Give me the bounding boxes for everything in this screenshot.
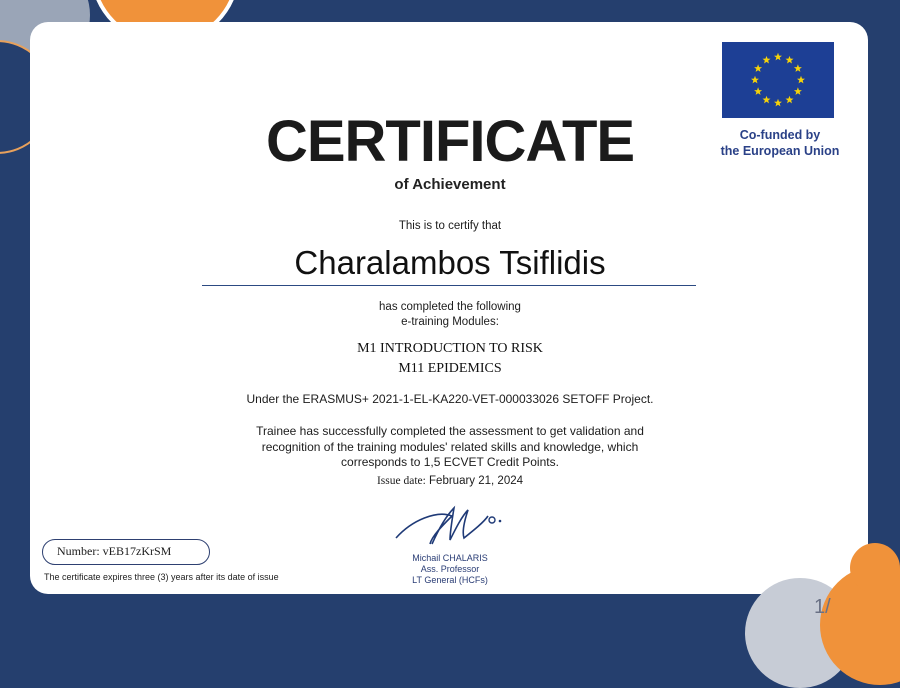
signatory-role: LT General (HCFs) — [412, 575, 488, 585]
recipient-name: Charalambos Tsiflidis — [294, 244, 606, 281]
eu-star-icon — [751, 76, 759, 84]
signature-image — [392, 500, 512, 550]
completed-text-1: has completed the following — [379, 301, 521, 313]
completed-text-2: e-training Modules: — [401, 316, 499, 328]
eu-line2: the European Union — [720, 144, 840, 158]
issue-date-value: February 21, 2024 — [429, 475, 524, 487]
eu-star-icon — [794, 64, 802, 72]
certificate-number-box — [42, 539, 210, 565]
assessment-line: corresponds to 1,5 ECVET Credit Points. — [341, 455, 559, 469]
signatory-block — [360, 553, 540, 586]
eu-line1: Co-funded by — [739, 128, 821, 142]
number-label: Number: — [57, 544, 100, 558]
assessment-text — [0, 424, 900, 471]
page-indicator: 1/ — [814, 596, 831, 618]
eu-star-icon — [763, 56, 771, 64]
signatory-name: Michail CHALARIS — [412, 553, 488, 563]
eu-star-icon — [774, 53, 782, 61]
issue-date-label: Issue date: — [376, 475, 426, 487]
certificate-title: CERTIFICATE — [265, 109, 635, 174]
expiry-note: The certificate expires three (3) years after its date of issue — [44, 572, 279, 582]
assessment-line: Trainee has successfully completed the assessment to get validation and — [256, 424, 644, 438]
module-item: M11 EPIDEMICS — [398, 361, 502, 376]
decor-circle-orange-bottom-small — [850, 543, 900, 593]
eu-star-icon — [786, 56, 794, 64]
module-item: M1 INTRODUCTION TO RISK — [357, 341, 543, 356]
assessment-line: recognition of the training modules' related skills and knowledge, which — [261, 439, 639, 454]
eu-star-icon — [754, 87, 762, 95]
eu-star-icon — [754, 64, 762, 72]
issue-date — [0, 475, 900, 487]
intro-text: This is to certify that — [398, 220, 502, 232]
signatory-title: Ass. Professor — [420, 564, 480, 574]
number-value: vEB17zKrSM — [102, 544, 172, 558]
eu-star-icon — [774, 99, 782, 107]
eu-star-icon — [794, 87, 802, 95]
eu-star-icon — [797, 76, 805, 84]
eu-star-icon — [763, 96, 771, 104]
eu-flag-icon — [722, 42, 834, 118]
name-underline — [202, 285, 696, 286]
project-text: Under the ERASMUS+ 2021-1-EL-KA220-VET-000033026 SETOFF Project. — [246, 392, 654, 406]
eu-star-icon — [786, 96, 794, 104]
certificate-subtitle: of Achievement — [394, 176, 506, 193]
